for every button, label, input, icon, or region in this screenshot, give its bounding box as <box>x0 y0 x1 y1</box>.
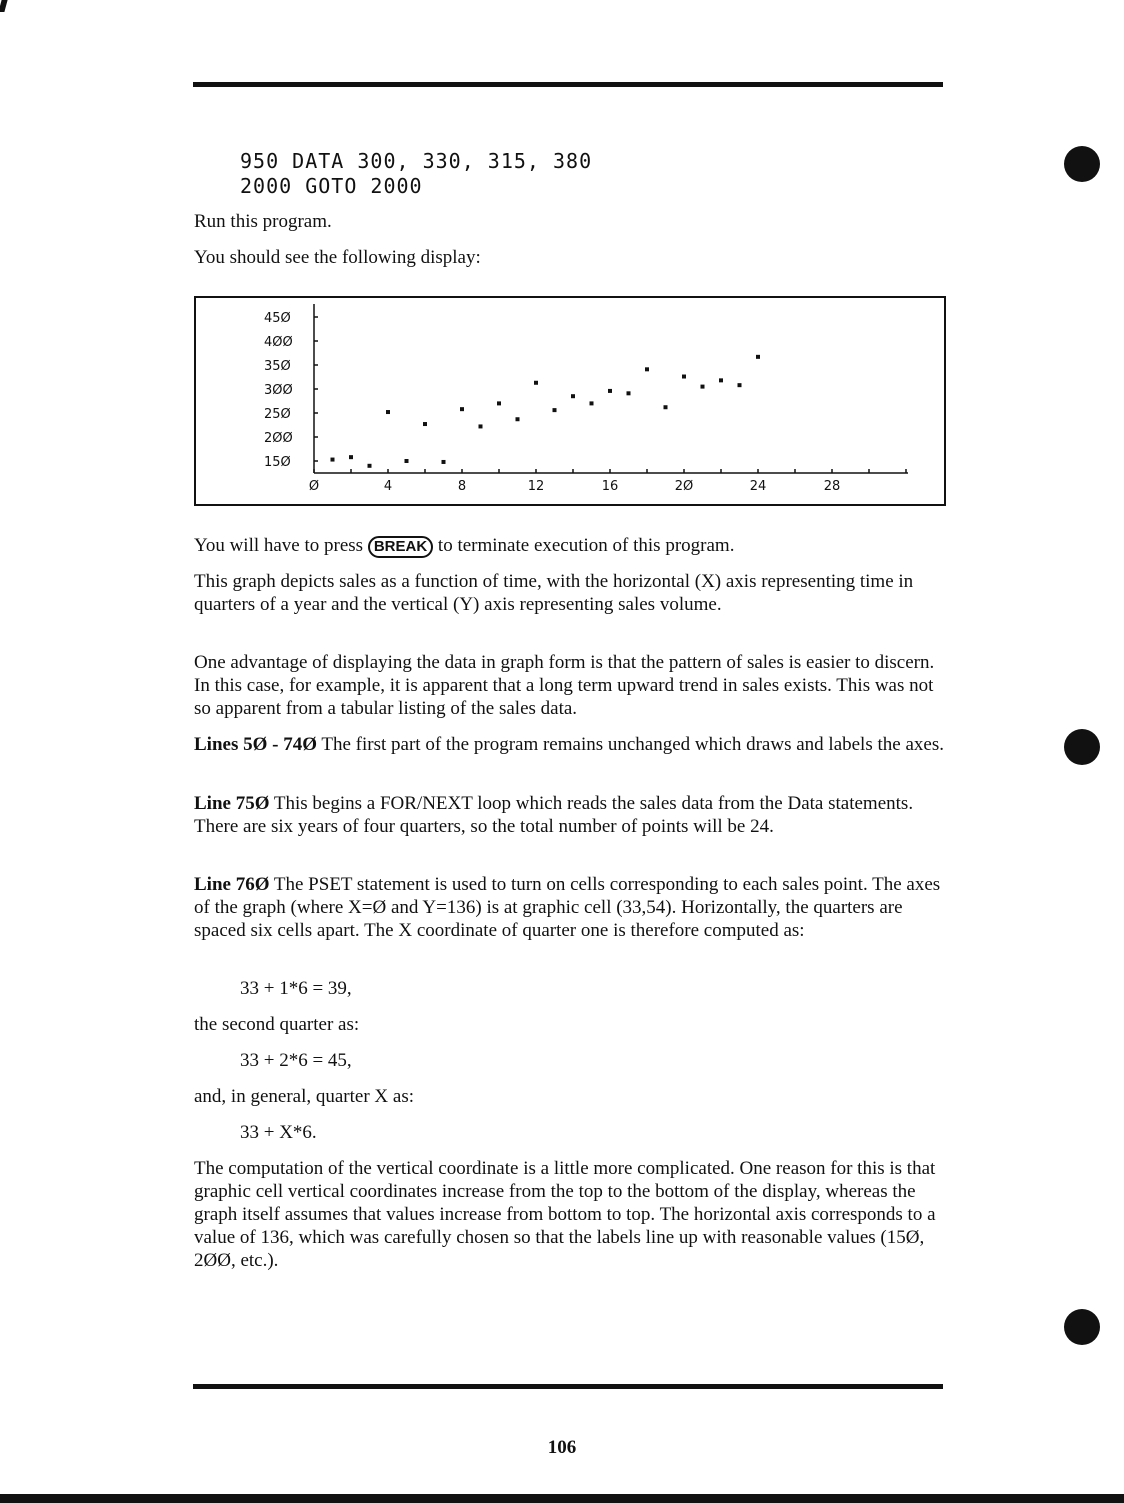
x-tick-label: Ø <box>308 479 320 494</box>
x-tick-label: 8 <box>457 479 467 494</box>
graph-description: This graph depicts sales as a function of time, with the horizontal (X) axis representing time in quarters of a year and the vertical (Y) axis representing sales volume. <box>194 571 914 615</box>
vertical-coordinate-paragraph: The computation of the vertical coordinate is a little more complicated. One reason for this is that graphic cell vertical coordinates increase from the top to the bottom of the display, whereas the graph itself assumes that values increase from bottom to top. The horizontal axis corresponds to a value of 136, which was carefully chosen so that the labels line up with reasonable values (15Ø, 2ØØ, etc.). <box>194 1158 936 1271</box>
data-point <box>516 417 520 421</box>
top-rule <box>193 82 943 87</box>
x-tick-label: 2Ø <box>674 479 694 494</box>
second-quarter-text: the second quarter as: <box>194 1014 360 1035</box>
data-point <box>460 407 464 411</box>
line-750-heading: Line 75Ø <box>194 793 270 814</box>
x-tick-label: 16 <box>601 479 619 494</box>
data-point <box>571 394 575 398</box>
binder-hole-top <box>1064 146 1100 182</box>
data-point <box>590 401 594 405</box>
lines-50-740-paragraph <box>194 733 944 756</box>
page-number: 106 <box>547 1437 577 1458</box>
y-tick-label: 4ØØ <box>264 335 293 350</box>
data-point <box>553 408 557 412</box>
data-point <box>442 460 446 464</box>
formula-quarter-one: 33 + 1*6 = 39, <box>240 978 352 999</box>
scan-bottom-band <box>0 1494 1124 1503</box>
data-point <box>701 385 705 389</box>
data-point <box>756 355 760 359</box>
break-text-after: to terminate execution of this program. <box>437 535 735 556</box>
data-point <box>423 422 427 426</box>
y-tick-label: 35Ø <box>264 359 291 374</box>
break-text-before: You will have to press <box>194 535 364 556</box>
data-point <box>719 378 723 382</box>
y-tick-label: 25Ø <box>264 407 291 422</box>
data-point <box>349 455 353 459</box>
x-tick-label: 28 <box>823 479 841 494</box>
data-point <box>368 464 372 468</box>
binder-hole-middle <box>1064 729 1100 765</box>
data-point <box>682 375 686 379</box>
break-key-icon: BREAK <box>368 536 433 558</box>
formula-quarter-x: 33 + X*6. <box>240 1122 317 1143</box>
data-point <box>405 459 409 463</box>
code-line: 2000 GOTO 2000 <box>240 174 423 198</box>
data-point <box>627 391 631 395</box>
lines-50-740-heading: Lines 5Ø - 74Ø <box>194 734 317 755</box>
binder-hole-bottom <box>1064 1309 1100 1345</box>
data-point <box>534 381 538 385</box>
line-750-body: This begins a FOR/NEXT loop which reads the sales data from the Data statements. There are six years of four quarters, so the total number of points will be 24. <box>194 793 914 837</box>
advantage-paragraph: One advantage of displaying the data in graph form is that the pattern of sales is easier to discern. In this case, for example, it is apparent that a long term upward trend in sales exists. This was not so apparent from a tabular listing of the sales data. <box>194 652 935 719</box>
x-tick-label: 24 <box>749 479 767 494</box>
data-point <box>664 405 668 409</box>
y-tick-label: 3ØØ <box>264 383 293 398</box>
line-760-heading: Line 76Ø <box>194 874 270 895</box>
lines-50-740-body: The first part of the program remains unchanged which draws and labels the axes. <box>316 734 944 755</box>
data-point <box>386 410 390 414</box>
y-tick-label: 15Ø <box>264 455 291 470</box>
line-760-paragraph <box>194 873 944 942</box>
code-line: 950 DATA 300, 330, 315, 380 <box>240 149 593 173</box>
line-750-paragraph <box>194 792 944 838</box>
line-760-body: The PSET statement is used to turn on cells corresponding to each sales point. The axes of the graph (where X=Ø and Y=136) is at graphic cell (33,54). Horizontally, the quarters are spaced six cells apart. The X coordinate of quarter one is therefore computed as: <box>194 874 941 941</box>
bottom-rule <box>193 1384 943 1389</box>
data-point <box>479 424 483 428</box>
display-intro: You should see the following display: <box>194 247 481 268</box>
data-point <box>497 401 501 405</box>
corner-scan-mark <box>0 0 8 12</box>
break-instruction <box>194 534 944 558</box>
data-point <box>738 383 742 387</box>
x-tick-label: 4 <box>383 479 393 494</box>
sales-chart-frame <box>194 296 946 506</box>
formula-quarter-two: 33 + 2*6 = 45, <box>240 1050 352 1071</box>
data-point <box>331 458 335 462</box>
run-instruction: Run this program. <box>194 211 332 232</box>
sales-scatter-chart <box>196 298 944 504</box>
general-quarter-text: and, in general, quarter X as: <box>194 1086 414 1107</box>
x-tick-label: 12 <box>527 479 545 494</box>
data-point <box>608 389 612 393</box>
data-point <box>645 367 649 371</box>
y-tick-label: 2ØØ <box>264 431 293 446</box>
y-tick-label: 45Ø <box>264 311 291 326</box>
